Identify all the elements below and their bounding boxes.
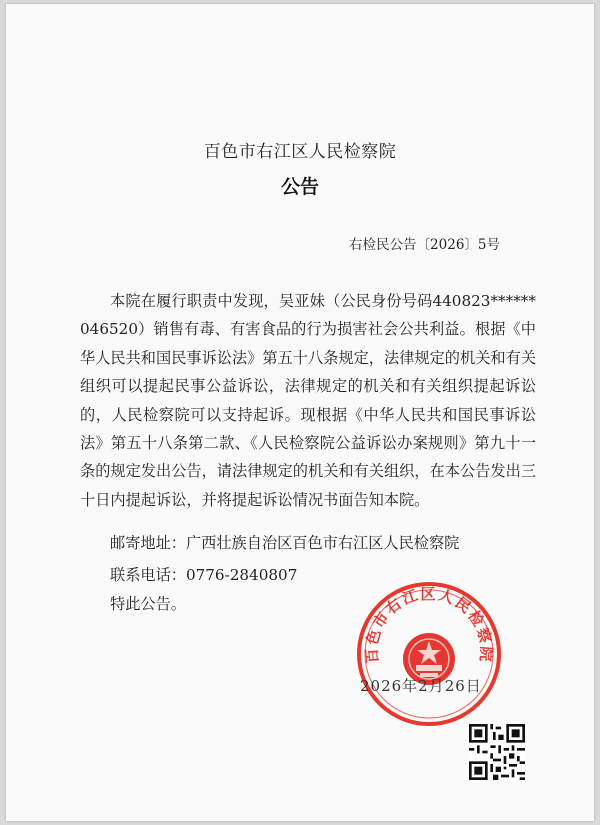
closing-remark: 特此公告。 (110, 595, 186, 613)
issuing-organization: 百色市右江区人民检察院 (203, 142, 397, 162)
qr-code-icon (469, 724, 525, 780)
issue-date: 2026年2月26日 (360, 677, 482, 695)
seal-text: 百色市右江区人民检察院 (362, 584, 496, 664)
document-number: 右检民公告〔2026〕5号 (349, 237, 500, 253)
contact-phone: 联系电话：0776-2840807 (110, 566, 298, 584)
official-seal-icon (356, 581, 502, 727)
document-title: 公告 (280, 176, 319, 198)
document-page (6, 4, 594, 821)
announcement-body: 本院在履行职责中发现，吴亚妹（公民身份号码440823******046520）销售有毒、有害食品的行为损害社会公共利益。根据《中华人民共和国民事诉讼法》第五十八条规定，法律规定的机关和有关组织可以提起民事公益诉讼，法律规定的机关和有关组织提起诉讼的，人民检察院可以支持起诉。现根据《中华人民共和国民事诉讼法》第五十八条第二款、《人民检察院公益诉讼办案规则》第九十一条的规定发出公告，请法律规定的机关和有关组织，在本公告发出三十日内提起诉讼，并将提起诉讼情况书面告知本院。 (80, 292, 536, 509)
mailing-address: 邮寄地址：广西壮族自治区百色市右江区人民检察院 (110, 534, 460, 552)
